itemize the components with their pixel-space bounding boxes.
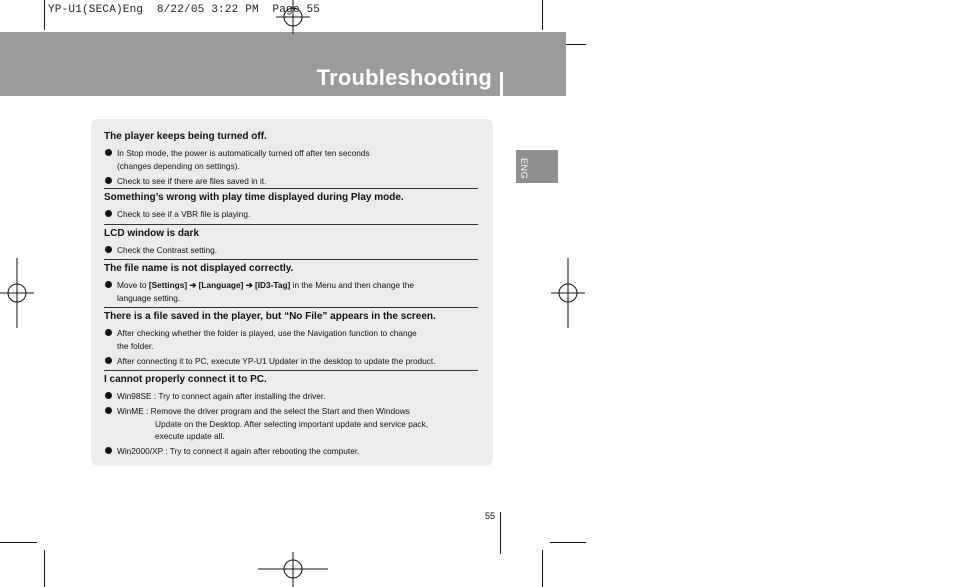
registration-mark-top xyxy=(276,0,310,34)
list-item xyxy=(104,208,478,221)
item-text: language setting. xyxy=(117,292,181,303)
menu-path-language: [Language] xyxy=(198,280,244,290)
bullet-icon xyxy=(105,329,112,336)
item-text: Update on the Desktop. After selecting important update and service pack, xyxy=(155,418,429,429)
language-tab xyxy=(516,150,558,183)
bullet-icon xyxy=(105,149,112,156)
section-lcd-dark xyxy=(104,228,478,259)
item-text: Win98SE : Try to connect again after installing the driver. xyxy=(117,391,326,401)
item-text: Check to see if there are files saved in it. xyxy=(117,175,267,186)
item-text: execute update all. xyxy=(155,431,225,442)
list-item xyxy=(104,279,478,305)
item-text: Check the Contrast setting. xyxy=(117,245,218,255)
list-item xyxy=(104,405,478,443)
section-heading: I cannot properly connect it to PC. xyxy=(104,374,267,385)
section-power-off xyxy=(104,131,478,189)
bullet-icon xyxy=(105,246,112,253)
registration-mark-left xyxy=(0,258,34,328)
section-heading: The file name is not displayed correctly. xyxy=(104,263,294,274)
troubleshooting-panel xyxy=(91,119,493,466)
item-text: Check to see if a VBR file is playing. xyxy=(117,209,251,219)
arrow-icon: ➔ xyxy=(245,280,253,290)
crop-mark-bottom-right-h xyxy=(550,542,586,543)
section-heading: The player keeps being turned off. xyxy=(104,131,267,142)
section-pc-connection xyxy=(104,374,478,460)
list-item xyxy=(104,355,478,368)
item-text: After connecting it to PC, execute YP-U1 Updater in the desktop to update the product. xyxy=(117,355,436,366)
section-file-name xyxy=(104,263,478,307)
print-slug: YP-U1(SECA)Eng 8/22/05 3:22 PM Page 55 xyxy=(48,4,321,16)
menu-path-settings: [Settings] xyxy=(148,280,188,290)
bullet-icon xyxy=(105,407,112,414)
registration-mark-right xyxy=(551,258,585,328)
header-band xyxy=(0,32,566,96)
section-play-time xyxy=(104,192,478,223)
crop-mark-bottom-right-v xyxy=(542,550,543,587)
list-item xyxy=(104,445,478,458)
list-item xyxy=(104,147,478,173)
item-text: In Stop mode, the power is automatically turned off after ten seconds xyxy=(117,148,370,158)
arrow-icon: ➔ xyxy=(189,280,197,290)
list-item xyxy=(104,175,478,188)
language-tab-label: ENG xyxy=(519,158,529,180)
menu-path-id3-tag: [ID3-Tag] xyxy=(254,280,291,290)
item-text: WinME : Remove the driver program and the select the Start and then Windows xyxy=(117,405,410,416)
crop-mark-bottom-left-v xyxy=(44,550,45,587)
bullet-icon xyxy=(105,177,112,184)
list-item xyxy=(104,244,478,257)
registration-mark-bottom xyxy=(258,552,328,587)
bullet-icon xyxy=(105,392,112,399)
item-text xyxy=(117,279,478,292)
item-text: the folder. xyxy=(117,340,154,351)
list-item xyxy=(104,327,478,353)
title-accent-bar xyxy=(500,72,503,96)
bullet-icon xyxy=(105,447,112,454)
bullet-icon xyxy=(105,357,112,364)
crop-mark-top-right-v xyxy=(542,0,543,30)
page-title: Troubleshooting xyxy=(316,65,492,90)
page-number-rule xyxy=(500,512,501,554)
item-text: (changes depending on settings). xyxy=(117,160,240,171)
item-text: Win2000/XP : Try to connect it again after rebooting the computer. xyxy=(117,446,360,457)
page-number: 55 xyxy=(485,511,496,521)
crop-mark-bottom-left-h xyxy=(0,542,37,543)
item-text: After checking whether the folder is played, use the Navigation function to change xyxy=(117,328,417,338)
bullet-icon xyxy=(105,210,112,217)
section-heading: Something’s wrong with play time displayed during Play mode. xyxy=(104,192,404,203)
crop-mark-top-left-v xyxy=(44,0,45,30)
list-item xyxy=(104,390,478,403)
section-no-file xyxy=(104,311,478,369)
item-text-suffix: in the Menu and then change the xyxy=(290,280,414,290)
item-text-prefix: Move to xyxy=(117,280,149,290)
bullet-icon xyxy=(105,281,112,288)
section-heading: LCD window is dark xyxy=(104,228,200,239)
section-heading: There is a file saved in the player, but “No File” appears in the screen. xyxy=(104,311,436,322)
